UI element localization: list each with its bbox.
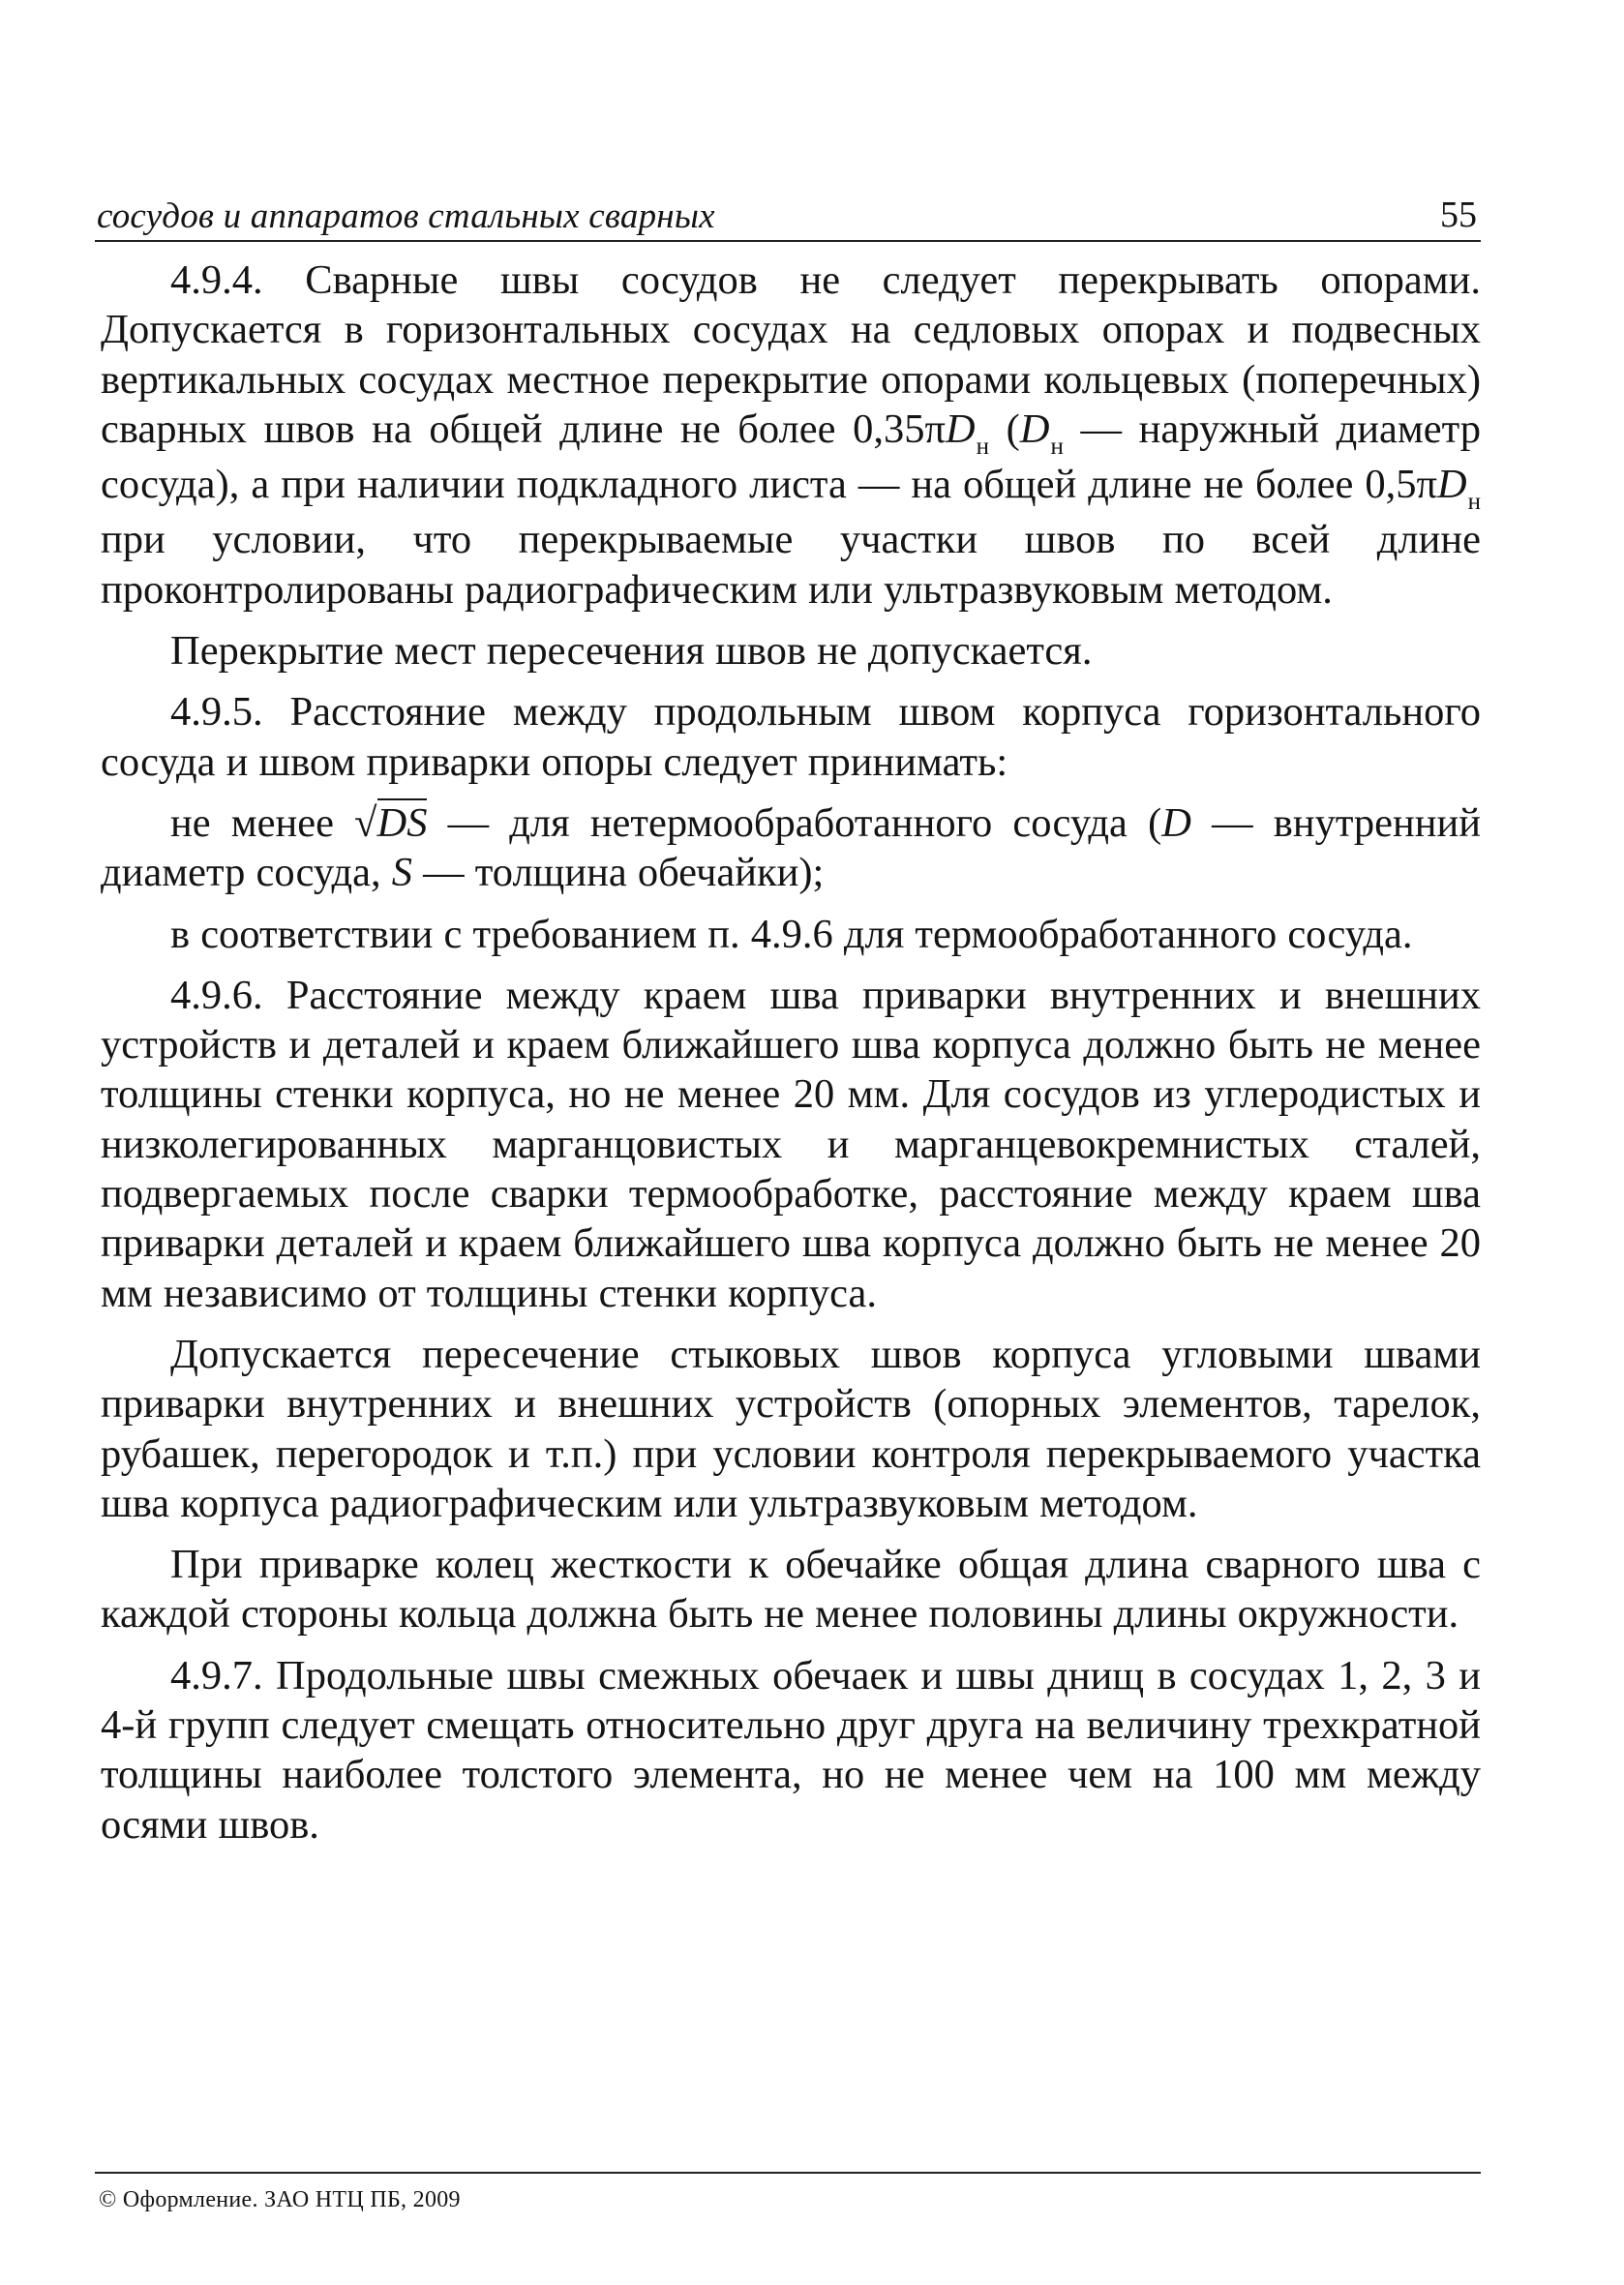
paragraph-heat-treated: в соответствии с требованием п. 4.9.6 для термообработанного сосуда. — [170, 911, 1413, 957]
paragraph-4-9-4 — [101, 256, 1481, 615]
page-number: 55 — [1440, 195, 1477, 235]
text-run: — толщина обечайки); — [412, 850, 825, 896]
symbol-d: D — [1161, 799, 1191, 846]
copyright-note: © Оформление. ЗАО НТЦ ПБ, 2009 — [99, 2187, 461, 2212]
text-run: — внутренний диаметр сосуда, — [101, 799, 1482, 896]
paragraph-4-9-7: 4.9.7. Продольные швы смежных обечаек и швы днищ в сосудах 1, 2, 3 и 4-й групп следует смещать относительно друг друга на величину трехкратной толщины наиболее толстого элемента, но не менее чем на 100 мм между осями швов. — [101, 1652, 1481, 1848]
radicand: DS — [376, 799, 428, 846]
text-run: ( — [989, 406, 1020, 452]
body-text — [101, 256, 1481, 1849]
text-run: — наружный диаметр сосуда), а при наличии подкладного листа — на общей длине не более 0,5π — [101, 406, 1481, 508]
symbol-d: D — [1019, 406, 1050, 452]
subscript: н — [1050, 433, 1064, 460]
paragraph-intersection-allowed: Допускается пересечение стыковых швов корпуса угловыми швами приварки внутренних и внешних устройств (опорных элементов, тарелок, рубашек, перегородок и т.п.) при условии контроля перекрываемого участка шва корпуса радиографическим или ультразвуковым методом. — [101, 1331, 1481, 1526]
footer — [95, 2172, 1481, 2213]
paragraph-4-9-6: 4.9.6. Расстояние между краем шва приварки внутренних и внешних устройств и деталей и краем ближайшего шва корпуса должно быть не менее толщины стенки корпуса, но не менее 20 мм. Для сосудов из углеродистых и низколегированных марганцовистых и марганцевокремнистых сталей, подвергаемых после сварки термообработке, расстояние между краем шва приварки деталей и краем ближайшего шва корпуса должно быть не менее 20 мм независимо от толщины стенки корпуса. — [101, 972, 1481, 1316]
running-header — [95, 190, 1481, 242]
paragraph-min-distance — [101, 798, 1481, 898]
symbol-s: S — [391, 850, 412, 896]
text-run: 4.9.4. Сварные швы сосудов не следует перекрывать опорами. Допускается в горизонтальных сосудах на седловых опорах и подвесных вертикальных сосудах местное перекрытие опорами кольцевых (поперечных) сварных швов на общей длине не более 0,35π — [101, 257, 1481, 452]
symbol-d: D — [1436, 462, 1467, 508]
text-run: при условии, что перекрываемые участки швов по всей длине проконтролированы радиографическим или ультразвуковым методом. — [101, 517, 1481, 613]
subscript: н — [976, 433, 990, 460]
subscript: н — [1467, 489, 1481, 516]
text-run: не менее — [170, 799, 355, 846]
paragraph-stiffening-rings: При приварке колец жесткости к обечайке общая длина сварного шва с каждой стороны кольца должна быть не менее половины длины окружности. — [101, 1542, 1481, 1638]
radical-sign: √ — [354, 799, 377, 846]
paragraph-overlap-note: Перекрытие мест пересечения швов не допускается. — [170, 628, 1093, 675]
symbol-d: D — [945, 406, 976, 452]
text-run: — для нетермообработанного сосуда ( — [427, 799, 1162, 846]
running-title: сосудов и аппаратов стальных сварных — [97, 196, 715, 236]
paragraph-4-9-5: 4.9.5. Расстояние между продольным швом корпуса горизонтального сосуда и швом приварки опоры следует принимать: — [101, 689, 1481, 785]
